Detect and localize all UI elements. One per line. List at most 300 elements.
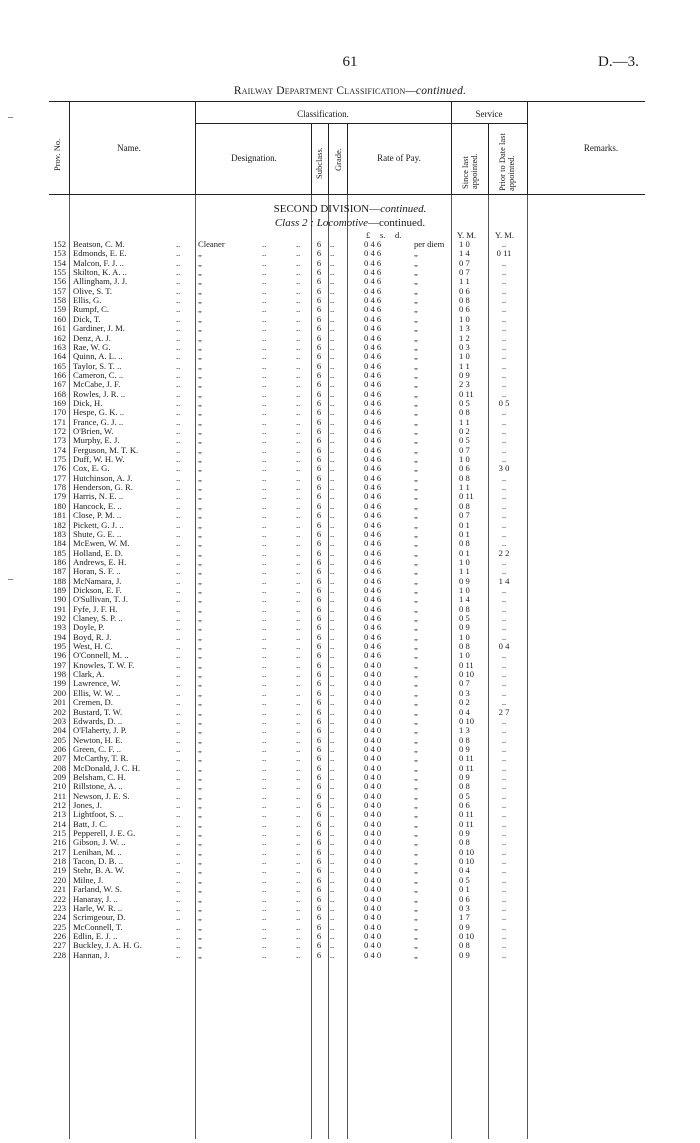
- row-filler: ..: [296, 631, 301, 642]
- row-name: West, H. C.: [73, 641, 113, 652]
- row-name: Malcon, F. J. ..: [73, 257, 124, 268]
- row-filler: ..: [176, 790, 181, 801]
- row-designation: „: [198, 351, 202, 362]
- row-number: 166: [53, 369, 66, 380]
- row-grade: ..: [330, 856, 335, 867]
- row-designation: „: [198, 641, 202, 652]
- row-pay-suffix: „: [414, 697, 418, 708]
- unit-years-months-prior: Y. M.: [495, 230, 514, 240]
- row-prior-to-date: ..: [501, 285, 507, 296]
- row-designation: „: [198, 884, 202, 895]
- row-name: O'Sullivan, T. J.: [73, 594, 128, 605]
- row-filler: ..: [262, 715, 267, 726]
- row-name: Cameron, C. ..: [73, 369, 124, 380]
- row-since-last: 0 9: [459, 949, 470, 960]
- row-grade: ..: [330, 463, 335, 474]
- row-number: 182: [53, 519, 66, 530]
- row-grade: ..: [330, 818, 335, 829]
- row-number: 225: [53, 921, 66, 932]
- row-filler: ..: [176, 641, 181, 652]
- row-prior-to-date: ..: [501, 874, 507, 885]
- row-pay-suffix: „: [414, 650, 418, 661]
- row-filler: ..: [296, 659, 301, 670]
- row-designation: „: [198, 753, 202, 764]
- row-name: Doyle, P.: [73, 622, 105, 633]
- row-prior-to-date: ..: [501, 239, 507, 249]
- row-name: Hespe, G. K. ..: [73, 407, 125, 418]
- row-since-last: 0 10: [459, 669, 475, 680]
- row-rate-of-pay: 0 4 0: [364, 837, 382, 848]
- row-designation: „: [198, 613, 202, 623]
- row-filler: ..: [262, 734, 267, 745]
- row-name: Batt, J. C.: [73, 818, 108, 829]
- row-rate-of-pay: 0 4 6: [364, 463, 382, 474]
- row-number: 173: [53, 435, 66, 446]
- row-filler: ..: [296, 500, 301, 511]
- row-subclass: 6: [316, 715, 322, 726]
- row-subclass: 6: [316, 519, 322, 530]
- margin-dash: –: [8, 112, 13, 123]
- row-designation: „: [198, 547, 202, 558]
- row-number: 208: [53, 762, 66, 773]
- row-number: 194: [53, 631, 66, 642]
- header-rate-of-pay: Rate of Pay.: [377, 153, 421, 163]
- row-subclass: 6: [316, 874, 322, 885]
- row-number: 155: [53, 267, 66, 278]
- row-grade: ..: [330, 584, 335, 595]
- row-subclass: 6: [316, 734, 322, 745]
- row-filler: ..: [296, 912, 301, 923]
- row-filler: ..: [262, 790, 267, 801]
- row-subclass: 6: [316, 463, 322, 474]
- row-filler: ..: [262, 771, 267, 782]
- row-prior-to-date: ..: [501, 500, 507, 511]
- row-filler: ..: [176, 603, 181, 614]
- row-prior-to-date: ..: [501, 846, 507, 857]
- row-grade: ..: [330, 874, 335, 885]
- row-filler: ..: [262, 510, 267, 521]
- row-number: 199: [53, 678, 66, 689]
- row-number: 170: [53, 407, 66, 418]
- row-filler: ..: [296, 884, 301, 895]
- row-subclass: 6: [316, 332, 322, 343]
- row-filler: ..: [176, 248, 181, 259]
- row-filler: ..: [262, 800, 267, 810]
- row-filler: ..: [262, 706, 267, 717]
- row-since-last: 1 3: [459, 725, 470, 736]
- row-designation: „: [198, 323, 202, 334]
- row-filler: ..: [176, 556, 181, 567]
- row-subclass: 6: [316, 239, 322, 249]
- row-prior-to-date: 0 11: [496, 248, 512, 259]
- row-since-last: 0 9: [459, 743, 470, 754]
- row-prior-to-date: ..: [501, 472, 507, 483]
- row-filler: ..: [176, 444, 181, 455]
- row-grade: ..: [330, 884, 335, 895]
- row-filler: ..: [176, 510, 181, 521]
- row-since-last: 0 5: [459, 790, 470, 801]
- row-designation: „: [198, 538, 202, 549]
- row-number: 157: [53, 285, 66, 296]
- row-prior-to-date: ..: [501, 444, 507, 455]
- row-designation: „: [198, 846, 202, 857]
- row-designation: „: [198, 472, 202, 483]
- row-name: Rae, W. G.: [73, 341, 111, 352]
- row-filler: ..: [296, 697, 301, 708]
- row-filler: ..: [262, 369, 267, 380]
- row-number: 216: [53, 837, 66, 848]
- row-since-last: 0 11: [459, 388, 474, 399]
- row-filler: ..: [176, 846, 181, 857]
- table-row: [0, 287, 700, 296]
- row-prior-to-date: 0 5: [498, 397, 510, 408]
- header-name: Name.: [117, 143, 141, 153]
- row-prior-to-date: ..: [501, 762, 507, 773]
- row-filler: ..: [262, 902, 267, 913]
- row-grade: ..: [330, 706, 335, 717]
- row-since-last: 0 6: [459, 463, 470, 474]
- row-filler: ..: [262, 416, 267, 427]
- table-row: [0, 866, 700, 875]
- row-designation: „: [198, 276, 202, 287]
- row-grade: ..: [330, 622, 335, 633]
- row-rate-of-pay: 0 4 0: [364, 734, 382, 745]
- row-grade: ..: [330, 650, 335, 661]
- row-pay-suffix: „: [414, 313, 418, 324]
- row-filler: ..: [262, 323, 267, 334]
- row-grade: ..: [330, 743, 335, 754]
- row-filler: ..: [176, 687, 181, 698]
- row-prior-to-date: ..: [501, 313, 507, 324]
- row-filler: ..: [176, 463, 181, 474]
- row-filler: ..: [262, 837, 267, 848]
- row-pay-suffix: „: [414, 285, 418, 296]
- row-filler: ..: [296, 435, 301, 446]
- row-rate-of-pay: 0 4 0: [364, 753, 382, 764]
- row-rate-of-pay: 0 4 6: [364, 379, 382, 390]
- row-since-last: 0 5: [459, 613, 470, 623]
- row-name: Pepperell, J. E. G.: [73, 828, 136, 839]
- row-number: 165: [53, 360, 66, 371]
- row-number: 163: [53, 341, 66, 352]
- row-filler: ..: [262, 809, 267, 820]
- row-filler: ..: [296, 388, 301, 399]
- row-since-last: 0 9: [459, 622, 470, 633]
- row-filler: ..: [296, 940, 301, 951]
- row-rate-of-pay: 0 4 0: [364, 828, 382, 839]
- row-since-last: 0 8: [459, 837, 470, 848]
- row-filler: ..: [262, 313, 267, 324]
- row-number: 188: [53, 575, 66, 586]
- row-since-last: 0 5: [459, 397, 470, 408]
- row-filler: ..: [262, 360, 267, 371]
- row-pay-suffix: „: [414, 874, 418, 885]
- row-filler: ..: [296, 809, 301, 820]
- row-subclass: 6: [316, 500, 322, 511]
- row-rate-of-pay: 0 4 0: [364, 781, 382, 792]
- row-number: 227: [53, 940, 66, 951]
- row-filler: ..: [296, 837, 301, 848]
- row-designation: „: [198, 743, 202, 754]
- row-number: 180: [53, 500, 66, 511]
- row-prior-to-date: ..: [501, 454, 507, 465]
- row-rate-of-pay: 0 4 6: [364, 341, 382, 352]
- unit-pence: d.: [395, 230, 402, 240]
- row-number: 179: [53, 491, 66, 502]
- row-pay-suffix: „: [414, 444, 418, 455]
- row-number: 183: [53, 528, 66, 539]
- unit-years-months-since: Y. M.: [457, 230, 476, 240]
- row-since-last: 0 4: [459, 865, 470, 876]
- row-filler: ..: [262, 351, 267, 362]
- row-grade: ..: [330, 631, 335, 642]
- row-pay-suffix: „: [414, 641, 418, 652]
- row-filler: ..: [262, 631, 267, 642]
- row-designation: „: [198, 809, 202, 820]
- row-filler: ..: [176, 613, 181, 623]
- row-prior-to-date: ..: [501, 482, 507, 493]
- row-subclass: 6: [316, 379, 322, 390]
- row-filler: ..: [262, 454, 267, 465]
- row-subclass: 6: [316, 790, 322, 801]
- row-filler: ..: [176, 631, 181, 642]
- row-filler: ..: [262, 912, 267, 923]
- row-pay-suffix: „: [414, 753, 418, 764]
- row-since-last: 1 0: [459, 556, 470, 567]
- row-filler: ..: [296, 725, 301, 736]
- row-designation: „: [198, 902, 202, 913]
- row-pay-suffix: „: [414, 332, 418, 343]
- row-rate-of-pay: 0 4 6: [364, 584, 382, 595]
- row-rate-of-pay: 0 4 0: [364, 949, 382, 960]
- row-grade: ..: [330, 547, 335, 558]
- row-rate-of-pay: 0 4 6: [364, 631, 382, 642]
- header-classification: Classification.: [297, 109, 349, 119]
- row-filler: ..: [262, 781, 267, 792]
- row-number: 189: [53, 584, 66, 595]
- row-number: 152: [53, 239, 66, 249]
- row-filler: ..: [262, 538, 267, 549]
- row-subclass: 6: [316, 940, 322, 951]
- row-rate-of-pay: 0 4 0: [364, 856, 382, 867]
- row-filler: ..: [176, 781, 181, 792]
- row-name: Jones, J.: [73, 800, 102, 810]
- row-prior-to-date: ..: [501, 519, 507, 530]
- row-grade: ..: [330, 426, 335, 436]
- row-name: Boyd, R. J.: [73, 631, 112, 642]
- row-since-last: 0 6: [459, 800, 470, 810]
- row-number: 201: [53, 697, 66, 708]
- row-grade: ..: [330, 715, 335, 726]
- row-pay-suffix: „: [414, 856, 418, 867]
- row-filler: ..: [176, 800, 181, 810]
- row-number: 204: [53, 725, 66, 736]
- row-name: McCabe, J. F.: [73, 379, 121, 390]
- row-rate-of-pay: 0 4 6: [364, 575, 382, 586]
- row-designation: „: [198, 594, 202, 605]
- row-grade: ..: [330, 304, 335, 315]
- row-since-last: 2 3: [459, 379, 470, 390]
- row-designation: „: [198, 388, 202, 399]
- row-filler: ..: [296, 566, 301, 577]
- row-filler: ..: [176, 239, 181, 249]
- row-name: Gardiner, J. M.: [73, 323, 125, 334]
- row-filler: ..: [296, 482, 301, 493]
- row-pay-suffix: „: [414, 472, 418, 483]
- sheet-reference: D.—3.: [598, 54, 639, 70]
- row-filler: ..: [262, 397, 267, 408]
- row-pay-suffix: „: [414, 622, 418, 633]
- row-pay-suffix: „: [414, 267, 418, 278]
- row-since-last: 1 1: [459, 360, 470, 371]
- row-filler: ..: [176, 369, 181, 380]
- row-grade: ..: [330, 566, 335, 577]
- row-since-last: 0 7: [459, 257, 470, 268]
- row-prior-to-date: ..: [501, 921, 507, 932]
- row-filler: ..: [176, 743, 181, 754]
- row-number: 226: [53, 930, 66, 941]
- row-grade: ..: [330, 510, 335, 521]
- row-grade: ..: [330, 454, 335, 465]
- row-name: Horan, S. F. ..: [73, 566, 121, 577]
- row-subclass: 6: [316, 594, 322, 605]
- row-name: Quinn, A. L. ..: [73, 351, 123, 362]
- row-pay-suffix: „: [414, 379, 418, 390]
- row-filler: ..: [176, 874, 181, 885]
- row-subclass: 6: [316, 921, 322, 932]
- row-name: Rowles, J. R. ..: [73, 388, 126, 399]
- row-subclass: 6: [316, 865, 322, 876]
- row-filler: ..: [296, 902, 301, 913]
- row-subclass: 6: [316, 276, 322, 287]
- row-subclass: 6: [316, 650, 322, 661]
- row-since-last: 1 1: [459, 276, 470, 287]
- row-name: McCarthy, T. R.: [73, 753, 129, 764]
- row-filler: ..: [262, 884, 267, 895]
- row-subclass: 6: [316, 435, 322, 446]
- row-filler: ..: [176, 949, 181, 960]
- row-filler: ..: [262, 697, 267, 708]
- row-filler: ..: [176, 332, 181, 343]
- row-rate-of-pay: 0 4 0: [364, 874, 382, 885]
- row-filler: ..: [296, 547, 301, 558]
- row-name: Dickson, E. F.: [73, 584, 122, 595]
- row-pay-suffix: „: [414, 407, 418, 418]
- row-prior-to-date: ..: [501, 323, 507, 334]
- row-subclass: 6: [316, 725, 322, 736]
- row-grade: ..: [330, 594, 335, 605]
- row-since-last: 0 8: [459, 538, 470, 549]
- row-subclass: 6: [316, 687, 322, 698]
- row-number: 181: [53, 510, 66, 521]
- unit-pound: £: [366, 230, 371, 240]
- row-prior-to-date: ..: [501, 678, 507, 689]
- table-row: [0, 951, 700, 960]
- row-subclass: 6: [316, 837, 322, 848]
- row-pay-suffix: „: [414, 743, 418, 754]
- row-prior-to-date: ..: [501, 556, 507, 567]
- row-prior-to-date: ..: [501, 949, 507, 960]
- row-name: Newton, H. E.: [73, 734, 123, 745]
- row-filler: ..: [176, 500, 181, 511]
- row-prior-to-date: ..: [501, 584, 507, 595]
- row-filler: ..: [296, 295, 301, 306]
- row-name: Harle, W. R. ..: [73, 902, 123, 913]
- row-number: 212: [53, 800, 66, 810]
- row-pay-suffix: „: [414, 902, 418, 913]
- row-pay-suffix: „: [414, 818, 418, 829]
- row-rate-of-pay: 0 4 6: [364, 332, 382, 343]
- row-since-last: 1 3: [459, 323, 470, 334]
- row-filler: ..: [176, 584, 181, 595]
- row-filler: ..: [296, 856, 301, 867]
- row-rate-of-pay: 0 4 6: [364, 295, 382, 306]
- row-designation: „: [198, 435, 202, 446]
- row-designation: „: [198, 771, 202, 782]
- row-since-last: 0 6: [459, 285, 470, 296]
- row-number: 205: [53, 734, 66, 745]
- row-prior-to-date: ..: [501, 369, 507, 380]
- row-since-last: 0 10: [459, 930, 475, 941]
- row-pay-suffix: „: [414, 781, 418, 792]
- row-subclass: 6: [316, 341, 322, 352]
- row-rate-of-pay: 0 4 0: [364, 818, 382, 829]
- row-name: Lightfoot, S. ..: [73, 809, 124, 820]
- row-prior-to-date: ..: [501, 435, 507, 446]
- row-rate-of-pay: 0 4 0: [364, 884, 382, 895]
- row-filler: ..: [262, 547, 267, 558]
- row-number: 153: [53, 248, 66, 259]
- row-rate-of-pay: 0 4 6: [364, 248, 382, 259]
- row-prior-to-date: 1 4: [498, 575, 510, 586]
- row-designation: „: [198, 762, 202, 773]
- row-rate-of-pay: 0 4 0: [364, 800, 382, 810]
- header-prov-no: Prov. No.: [52, 138, 62, 171]
- row-subclass: 6: [316, 491, 322, 502]
- row-pay-suffix: „: [414, 528, 418, 539]
- row-grade: ..: [330, 519, 335, 530]
- row-grade: ..: [330, 257, 335, 268]
- row-number: 203: [53, 715, 66, 726]
- row-prior-to-date: ..: [501, 276, 507, 287]
- row-pay-suffix: „: [414, 912, 418, 923]
- row-number: 218: [53, 856, 66, 867]
- row-filler: ..: [262, 603, 267, 614]
- row-name: Ferguson, M. T. K.: [73, 444, 139, 455]
- row-number: 198: [53, 669, 66, 680]
- row-pay-suffix: „: [414, 500, 418, 511]
- row-filler: ..: [176, 313, 181, 324]
- row-prior-to-date: 2 2: [498, 547, 510, 558]
- row-prior-to-date: ..: [501, 669, 507, 680]
- row-designation: „: [198, 856, 202, 867]
- row-filler: ..: [262, 743, 267, 754]
- row-rate-of-pay: 0 4 6: [364, 304, 382, 315]
- row-since-last: 0 3: [459, 902, 470, 913]
- row-filler: ..: [262, 828, 267, 839]
- row-pay-suffix: „: [414, 360, 418, 371]
- row-designation: „: [198, 407, 202, 418]
- row-since-last: 0 8: [459, 734, 470, 745]
- row-filler: ..: [262, 379, 267, 390]
- row-designation: „: [198, 482, 202, 493]
- row-name: Milne, J.: [73, 874, 104, 885]
- row-pay-suffix: „: [414, 257, 418, 268]
- row-rate-of-pay: 0 4 0: [364, 659, 382, 670]
- row-name: Murphy, E. J.: [73, 435, 120, 446]
- row-filler: ..: [176, 426, 181, 436]
- row-pay-suffix: „: [414, 426, 418, 436]
